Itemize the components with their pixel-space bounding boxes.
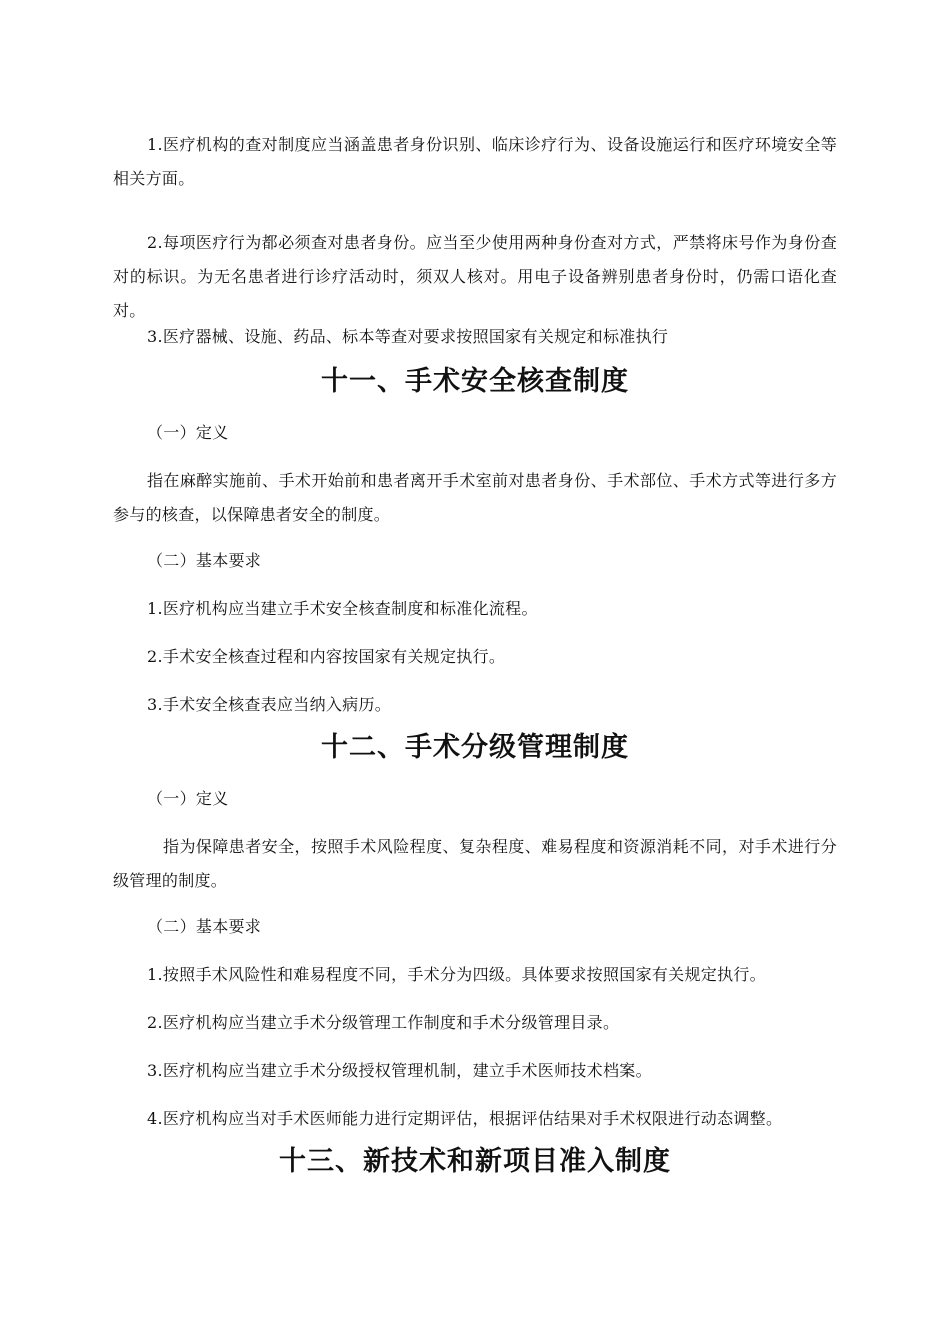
- section-11-requirement-2: 2.手术安全核查过程和内容按国家有关规定执行。: [147, 647, 506, 666]
- paragraph-identity-check: 2.每项医疗行为都必须查对患者身份。应当至少使用两种身份查对方式，严禁将床号作为身份查对的标识。为无名患者进行诊疗活动时，须双人核对。用电子设备辨别患者身份时，仍需口语化查对。: [113, 233, 837, 320]
- section-12-definition-text: 指为保障患者安全，按照手术风险程度、复杂程度、难易程度和资源消耗不同，对手术进行分级管理的制度。: [113, 837, 837, 890]
- section-11-title: 十一、手术安全核查制度: [321, 366, 629, 397]
- paragraph-equipment-check: 3.医疗器械、设施、药品、标本等查对要求按照国家有关规定和标准执行: [147, 327, 669, 346]
- section-12-requirement-2: 2.医疗机构应当建立手术分级管理工作制度和手术分级管理目录。: [147, 1013, 620, 1032]
- section-11-requirement-1: 1.医疗机构应当建立手术安全核查制度和标准化流程。: [147, 599, 538, 618]
- section-11-requirements-heading: （二）基本要求: [147, 551, 262, 570]
- section-12-requirements-heading: （二）基本要求: [147, 917, 262, 936]
- section-13-title: 十三、新技术和新项目准入制度: [279, 1146, 671, 1177]
- section-12-requirement-3: 3.医疗机构应当建立手术分级授权管理机制，建立手术医师技术档案。: [147, 1061, 652, 1080]
- section-12-definition-heading: （一）定义: [147, 789, 229, 808]
- paragraph-check-scope: 1.医疗机构的查对制度应当涵盖患者身份识别、临床诊疗行为、设备设施运行和医疗环境安全等相关方面。: [113, 135, 837, 188]
- section-11-definition-heading: （一）定义: [147, 423, 229, 442]
- section-12-requirement-1: 1.按照手术风险性和难易程度不同，手术分为四级。具体要求按照国家有关规定执行。: [147, 965, 766, 984]
- section-11-requirement-3: 3.手术安全核查表应当纳入病历。: [147, 695, 392, 714]
- section-12-requirement-4: 4.医疗机构应当对手术医师能力进行定期评估，根据评估结果对手术权限进行动态调整。: [147, 1109, 783, 1128]
- section-12-title: 十二、手术分级管理制度: [321, 732, 629, 763]
- section-11-definition-text: 指在麻醉实施前、手术开始前和患者离开手术室前对患者身份、手术部位、手术方式等进行多方参与的核查，以保障患者安全的制度。: [113, 471, 837, 524]
